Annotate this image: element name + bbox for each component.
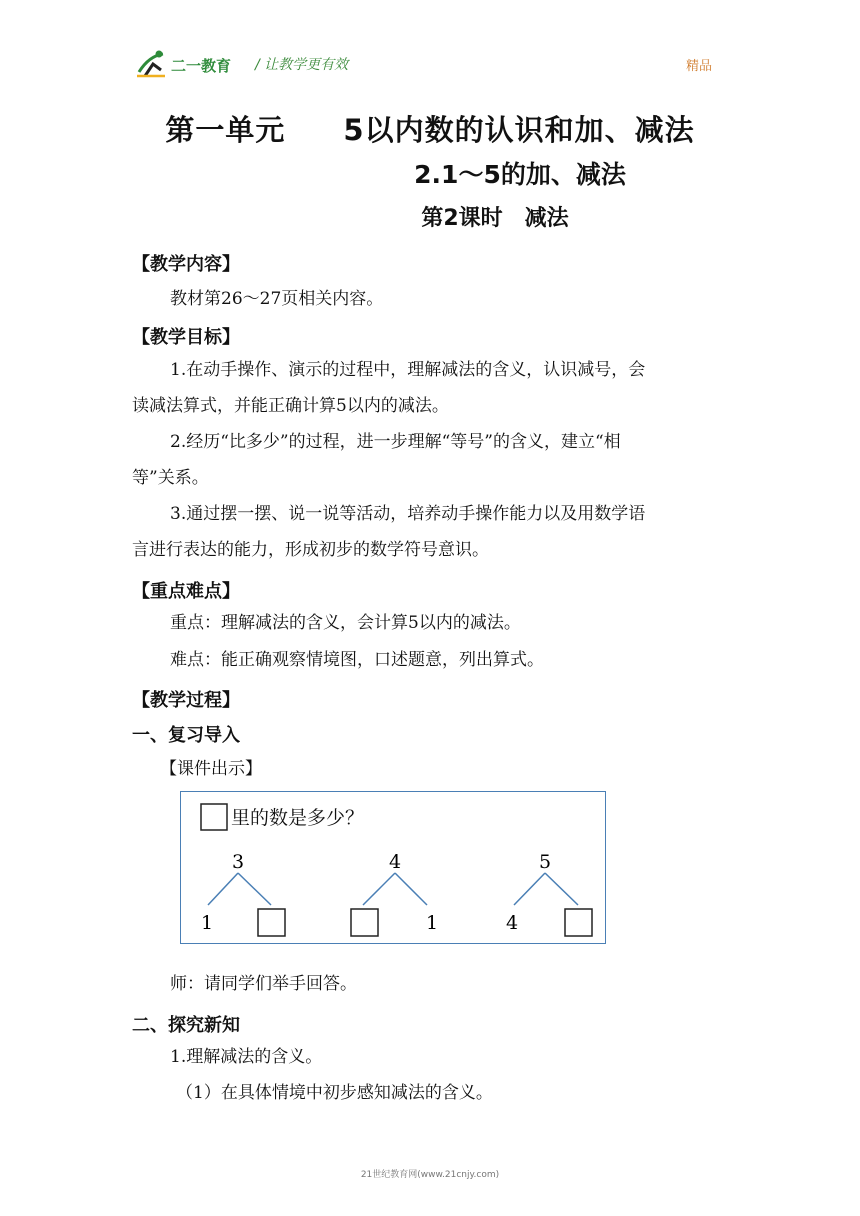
brand-logo xyxy=(135,48,245,80)
tree1-right-branch xyxy=(238,873,271,905)
tree1-answer-box xyxy=(258,909,285,936)
tree1-left-branch xyxy=(208,873,238,905)
footer-source: 21世纪教育网(www.21cnjy.com) xyxy=(360,1170,500,1180)
header-slogan: / 让教学更有效 xyxy=(255,57,349,73)
runner-logo-icon xyxy=(135,48,245,80)
blank-square-icon xyxy=(201,804,227,830)
goal3-line2: 言进行表达的能力，形成初步的数学符号意识。 xyxy=(132,540,489,560)
tree3-right-branch xyxy=(545,873,578,905)
number-bond-diagram xyxy=(181,792,605,943)
tree2-answer-box xyxy=(351,909,378,936)
goal1-line1: 1.在动手操作、演示的过程中，理解减法的含义，认识减号，会 xyxy=(170,360,646,380)
section-title: 2.1～5的加、减法 xyxy=(414,160,626,189)
difficulty: 难点：能正确观察情境图，口述题意，列出算式。 xyxy=(170,650,544,670)
tree2-top: 4 xyxy=(388,851,402,873)
courseware-label: 【课件出示】 xyxy=(160,759,262,779)
unit-name: 5以内数的认识和加、减法 xyxy=(343,113,695,147)
content-text: 教材第26～27页相关内容。 xyxy=(170,289,384,309)
unit-title xyxy=(0,108,860,149)
tree3-answer-box xyxy=(565,909,592,936)
lesson-title: 第2课时 减法 xyxy=(421,206,569,231)
exercise-prompt: 里的数是多少？ xyxy=(231,807,365,829)
tree1-top: 3 xyxy=(231,851,245,873)
content-heading: 【教学内容】 xyxy=(132,254,240,275)
process-heading: 【教学过程】 xyxy=(132,690,240,711)
goal2-line1: 2.经历“比多少”的过程，进一步理解“等号”的含义，建立“相 xyxy=(170,432,621,452)
step1-heading: 一、复习导入 xyxy=(132,725,240,746)
sub1-1: （1）在具体情境中初步感知减法的含义。 xyxy=(176,1083,493,1103)
step2-heading: 二、探究新知 xyxy=(132,1015,240,1036)
tree1-left: 1 xyxy=(200,912,214,934)
goal2-line2: 等”关系。 xyxy=(132,468,209,488)
teacher-line: 师：请同学们举手回答。 xyxy=(170,974,357,994)
unit-label: 第一单元 xyxy=(165,113,286,147)
sub1: 1.理解减法的含义。 xyxy=(170,1047,323,1067)
quality-badge: 精品 xyxy=(686,59,713,74)
goal3-line1: 3.通过摆一摆、说一说等活动，培养动手操作能力以及用数学语 xyxy=(170,504,646,524)
key-heading: 【重点难点】 xyxy=(132,581,240,602)
tree3-top: 5 xyxy=(538,851,552,873)
tree2-right: 1 xyxy=(425,912,439,934)
tree2-left-branch xyxy=(363,873,395,905)
key-point: 重点：理解减法的含义，会计算5以内的减法。 xyxy=(170,613,521,633)
goal1-line2: 读减法算式，并能正确计算5以内的减法。 xyxy=(132,396,449,416)
tree3-left: 4 xyxy=(505,912,519,934)
goals-heading: 【教学目标】 xyxy=(132,327,240,348)
tree2-right-branch xyxy=(395,873,427,905)
exercise-box xyxy=(180,791,606,944)
tree3-left-branch xyxy=(514,873,545,905)
logo-text: 二一教育 xyxy=(171,57,232,75)
